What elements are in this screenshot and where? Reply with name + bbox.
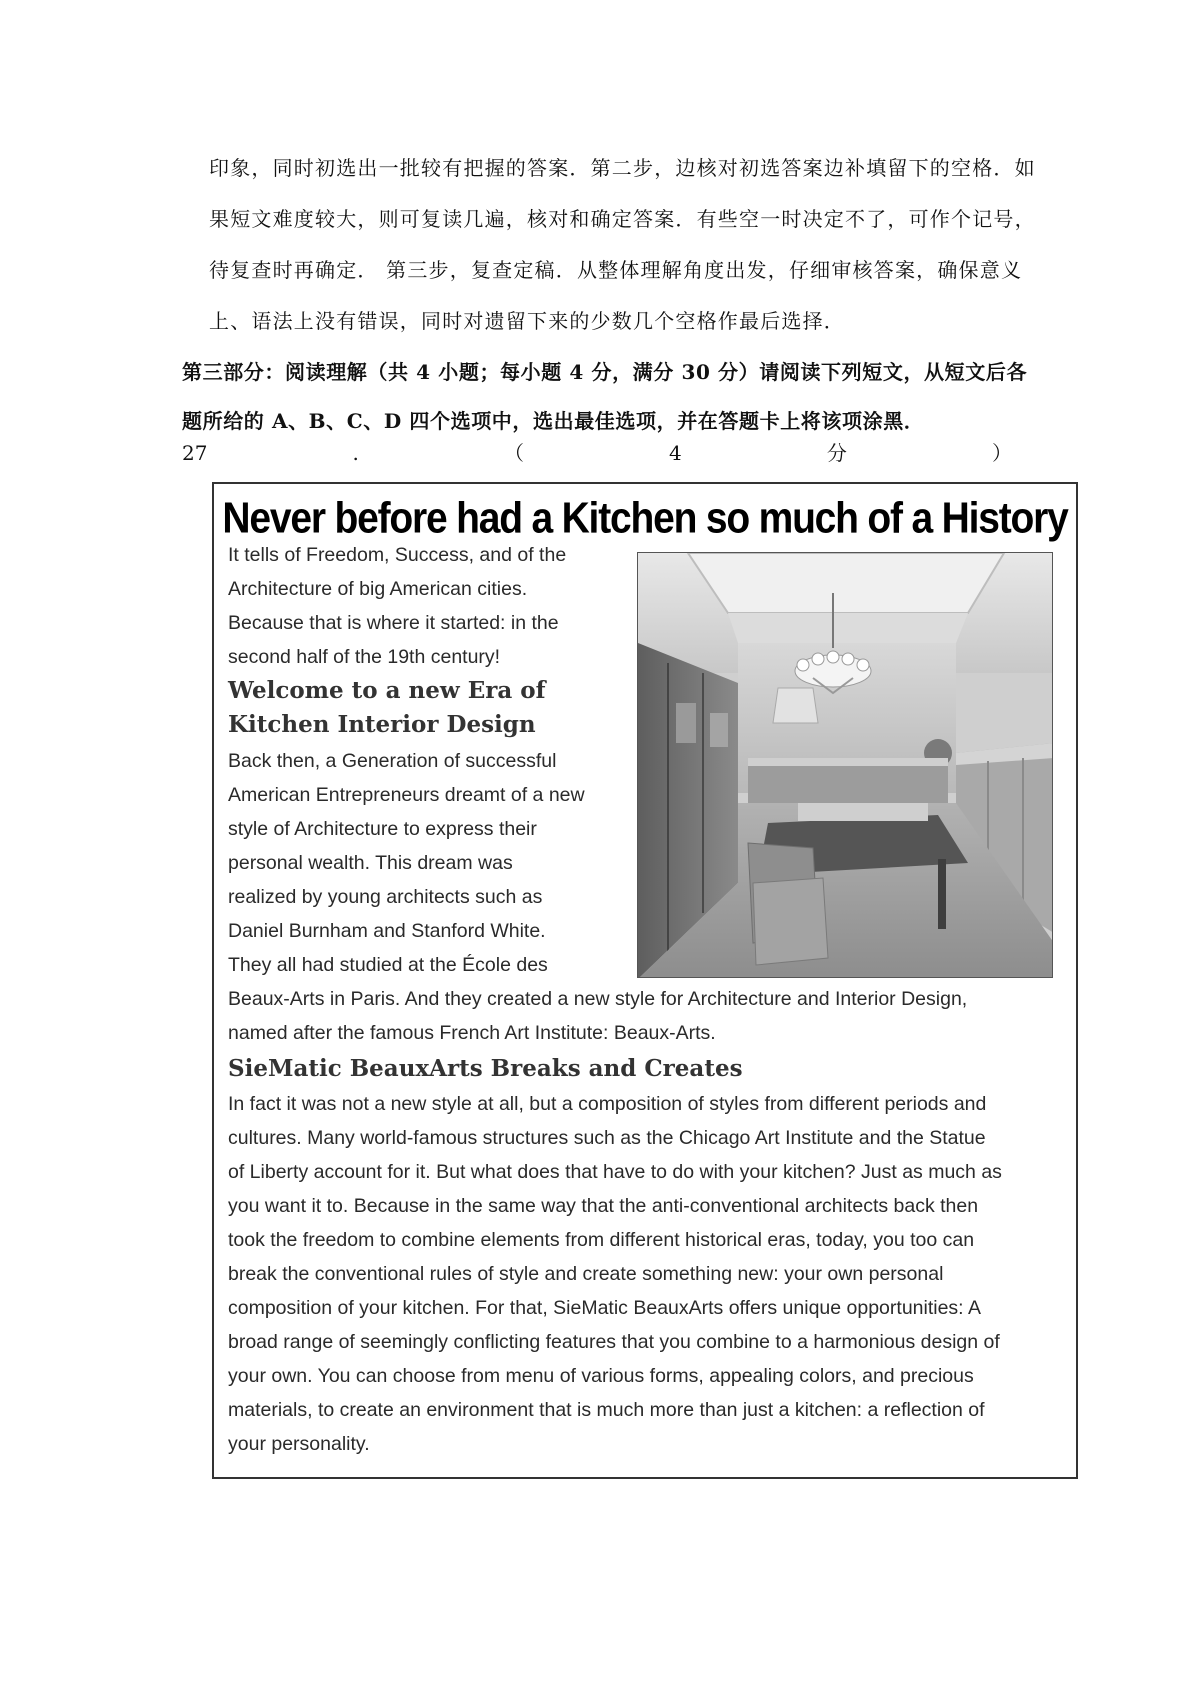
question-score-unit: 分 [826,441,847,465]
ad-para2-line: materials, to create an environment that is much more than just a kitchen: a reflection of [228,1399,985,1421]
kitchen-photo [637,552,1053,978]
ad-heading-siematic: SieMatic BeauxArts Breaks and Creates [228,1055,743,1082]
ad-intro-line: Because that is where it started: in the [228,612,559,634]
question-number: 27 [182,441,208,465]
kitchen-advertisement [212,482,1078,1479]
question-score: 4 [669,441,682,465]
intro-line-4: 上、语法上没有错误，同时对遗留下来的少数几个空格作最后选择． [209,309,845,333]
ad-para1-line: Beaux-Arts in Paris. And they created a new style for Architecture and Interior Design, [228,988,968,1010]
ad-para2-line: took the freedom to combine elements from different historical eras, today, you too can [228,1229,975,1251]
section-heading-line-2: 题所给的 A、B、C、D 四个选项中，选出最佳选项，并在答题卡上将该项涂黑． [182,409,925,433]
ad-para2-line: you want it to. Because in the same way that the anti-conventional architects back then [228,1195,979,1217]
ad-para1-line: style of Architecture to express their [228,818,537,840]
ad-para1-line: named after the famous French Art Institute: Beaux-Arts. [228,1022,716,1044]
ad-heading-era-line-1: Welcome to a new Era of [228,677,546,704]
question-close-paren: ） [991,441,1012,465]
ad-para2-line: broad range of seemingly conflicting features that you combine to a harmonious design of [228,1331,1000,1353]
section-heading-line-1: 第三部分：阅读理解（共 4 小题；每小题 4 分，满分 30 分）请阅读下列短文，从短文后各 [182,360,1028,384]
ad-intro-line: Architecture of big American cities. [228,578,528,600]
ad-para1-line: Back then, a Generation of successful [228,750,557,772]
ad-intro-line: It tells of Freedom, Success, and of the [228,544,567,566]
intro-line-3: 待复查时再确定． 第三步，复查定稿．从整体理解角度出发，仔细审核答案，确保意义 [209,258,1023,282]
ad-para2-line: cultures. Many world-famous structures such as the Chicago Art Institute and the Statue [228,1127,986,1149]
ad-heading-era-line-2: Kitchen Interior Design [228,711,536,738]
kitchen-photo-drawing [638,553,1053,978]
ad-para2-line: composition of your kitchen. For that, SieMatic BeauxArts offers unique opportunities: A [228,1297,981,1319]
ad-title: Never before had a Kitchen so much of a History [222,494,1068,543]
intro-line-2: 果短文难度较大，则可复读几遍，核对和确定答案．有些空一时决定不了，可作个记号， [209,207,1036,231]
ad-para1-line: American Entrepreneurs dreamt of a new [228,784,585,806]
ad-para1-line: Daniel Burnham and Stanford White. [228,920,546,942]
intro-line-1: 印象，同时初选出一批较有把握的答案．第二步，边核对初选答案边补填留下的空格．如 [209,156,1036,180]
ad-para1-line: personal wealth. This dream was [228,852,513,874]
question-number-row [182,438,1012,468]
ad-para1-line: They all had studied at the École des [228,954,548,976]
ad-para1-line: realized by young architects such as [228,886,543,908]
ad-para2-line: your own. You can choose from menu of various forms, appealing colors, and precious [228,1365,974,1387]
question-open-paren: （ [503,441,524,465]
ad-para2-line: your personality. [228,1433,370,1455]
ad-intro-line: second half of the 19th century! [228,646,501,668]
question-dot: . [352,441,359,465]
ad-para2-line: In fact it was not a new style at all, but a composition of styles from different periods and [228,1093,987,1115]
ad-para2-line: break the conventional rules of style and create something new: your own personal [228,1263,944,1285]
ad-para2-line: of Liberty account for it. But what does that have to do with your kitchen? Just as much as [228,1161,1002,1183]
